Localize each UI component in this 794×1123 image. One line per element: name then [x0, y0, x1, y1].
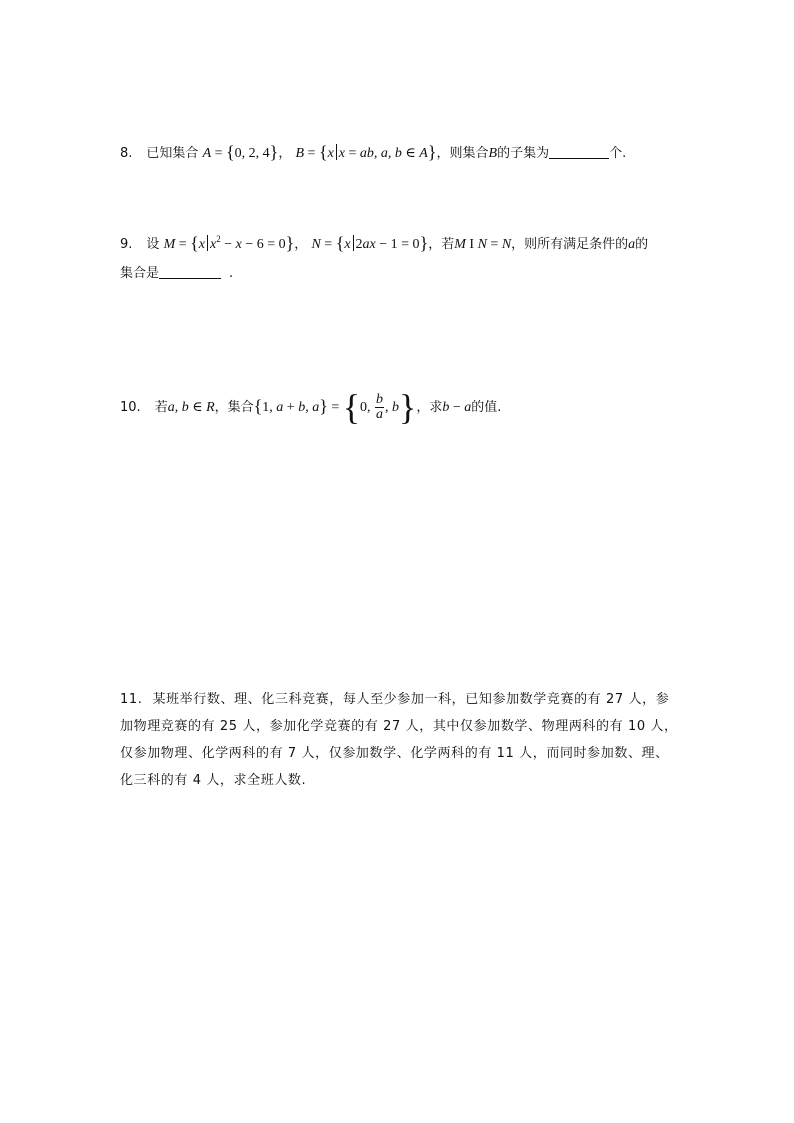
q9-text-2: ，若: [428, 237, 455, 252]
question-8-number: 8.: [120, 146, 133, 161]
question-10-number: 10.: [120, 400, 141, 415]
question-11-number: 11.: [120, 692, 143, 707]
q8-text-2: ，则集合: [436, 146, 489, 161]
q9-condition: M I N = N: [454, 237, 512, 252]
q11-text: 某班举行数、理、化三科竞赛，每人至少参加一科，已知参加数学竞赛的有 27 人，参加物理竞赛的有 25 人，参加化学竞赛的有 27 人，其中仅参加数学、物理两科的有 10 人，仅参加物理、化学两科的有 7 人，仅参加数学、化学两科的有 11 人，而同时参加数、理、化三科的有 4 人，求全班人数.: [120, 692, 678, 788]
q8-text-4: 个.: [609, 146, 627, 161]
question-9-number: 9.: [120, 237, 133, 252]
q9-text-1: 设: [146, 237, 160, 252]
q9-text-6: .: [229, 266, 234, 281]
q8-var-b: B: [488, 146, 498, 161]
q9-var-a: a: [628, 237, 636, 252]
question-10: [120, 387, 502, 427]
q10-text-2: ，集合: [214, 400, 254, 415]
q8-set-b: B = {x x = ab, a, b ∈ A}: [295, 142, 437, 162]
q10-text-4: 的值.: [471, 400, 502, 415]
q9-text-5: 集合是: [120, 266, 160, 281]
q10-expression: b − a: [442, 400, 472, 415]
q8-set-a: A = {0, 2, 4}: [202, 142, 279, 162]
q8-text-1: 已知集合: [146, 146, 199, 161]
q10-text-3: ，求: [416, 400, 443, 415]
q9-set-n: N = {x 2ax − 1 = 0}: [311, 233, 429, 253]
question-9: 9. 设 M = {x $x^2 - x - 6 = 0$}， N = {x 2ax − 1 = 0}，若M I N = N，则所有满足条件的a的: [120, 233, 649, 253]
question-8: 8. 已知集合 A = {0, 2, 4}， B = {x x = ab, a, b ∈ A}，则集合B的子集为 个.: [120, 142, 627, 162]
q10-set-right: {0, $\frac{b}{a}$ , b}: [342, 387, 417, 427]
q8-text-3: 的子集为: [497, 146, 550, 161]
q9-set-m: M = {x $x^2 - x - 6 = 0$}: [163, 233, 295, 253]
question-11: [120, 686, 680, 794]
q9-answer-blank[interactable]: [159, 264, 221, 279]
q10-set-left: {1, a + b, a} =: [253, 396, 343, 416]
q10-condition: a, b ∈ R: [167, 400, 215, 415]
q9-text-3: ，则所有满足条件的: [511, 237, 629, 252]
question-9-line-2: [120, 264, 233, 284]
q10-text-1: 若: [154, 400, 168, 415]
q8-answer-blank[interactable]: [549, 144, 609, 159]
q9-text-4: 的: [635, 237, 649, 252]
